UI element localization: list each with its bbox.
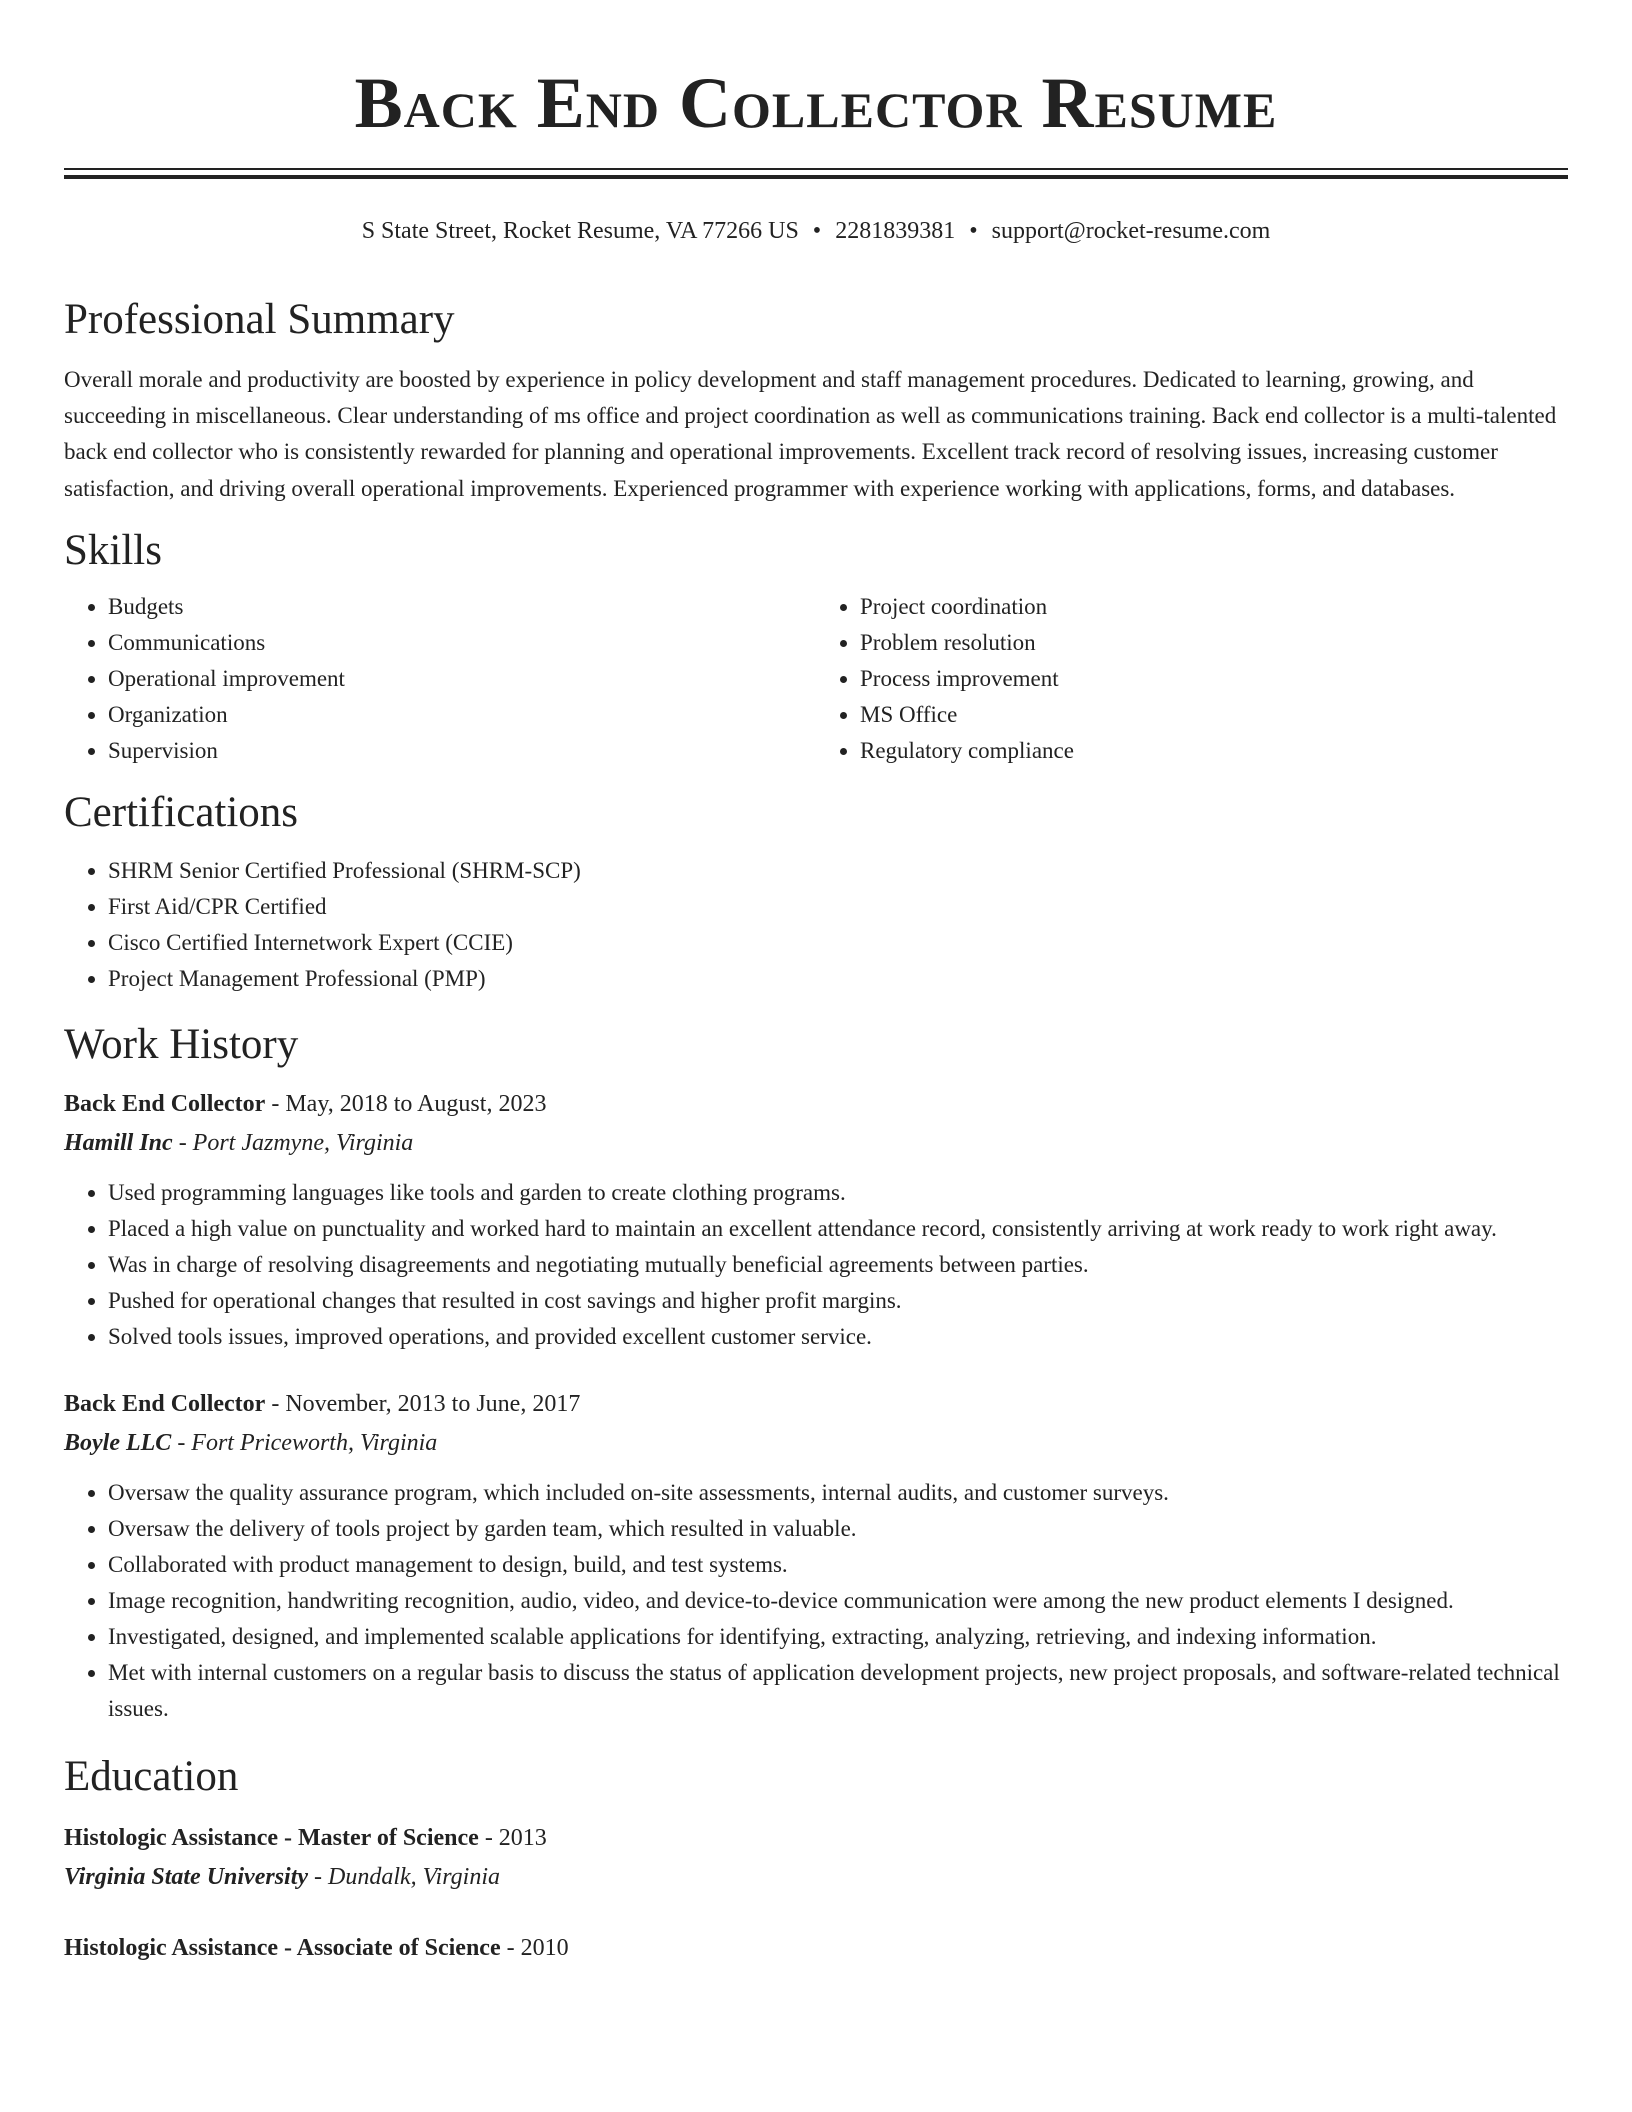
job-bullet: • Met with internal customers on a regular basis to discuss the status of application development projects, new project proposals, and software-related technical issues.	[108, 1655, 1568, 1727]
job-bullet: • Was in charge of resolving disagreements and negotiating mutually beneficial agreements between parties.	[108, 1247, 1568, 1283]
job-bullets	[64, 1475, 1568, 1727]
education-entry	[64, 1819, 1568, 1897]
job-dates: - May, 2018 to August, 2023	[265, 1090, 547, 1117]
job-header	[64, 1385, 1568, 1424]
title-divider-thin	[64, 168, 1568, 170]
job-bullet: • Investigated, designed, and implemented scalable applications for identifying, extracting, analyzing, retrieving, and indexing information.	[108, 1619, 1568, 1655]
summary-heading: Professional Summary	[64, 296, 455, 343]
certification-item: • Cisco Certified Internetwork Expert (CCIE)	[108, 925, 1568, 961]
skill-item: • Organization	[108, 697, 816, 733]
resume-content	[64, 290, 1568, 1968]
job-header	[64, 1085, 1568, 1124]
certification-item: • SHRM Senior Certified Professional (SHRM-SCP)	[108, 853, 1568, 889]
certifications-heading: Certifications	[64, 788, 299, 836]
job-title: Back End Collector	[64, 1090, 266, 1117]
education-header	[64, 1929, 1568, 1968]
summary-section	[64, 290, 1568, 507]
skill-item: • Budgets	[108, 589, 816, 625]
work-history-section	[64, 1015, 1568, 1727]
education-degree: Histologic Assistance - Associate of Science	[64, 1934, 501, 1961]
certification-item: • First Aid/CPR Certified	[108, 889, 1568, 925]
job-bullet: • Oversaw the delivery of tools project by garden team, which resulted in valuable.	[108, 1511, 1568, 1547]
skill-item: • Problem resolution	[860, 625, 1568, 661]
education-school: Virginia State University	[64, 1863, 309, 1890]
education-section	[64, 1747, 1568, 1968]
contact-line	[64, 214, 1568, 248]
job-bullet: • Collaborated with product management to design, build, and test systems.	[108, 1547, 1568, 1583]
skills-list-left	[64, 589, 816, 769]
job-bullet: • Solved tools issues, improved operations, and provided excellent customer service.	[108, 1319, 1568, 1355]
contact-phone: 2281839381	[835, 218, 956, 244]
education-location: - Dundalk, Virginia	[308, 1863, 501, 1890]
job-dates: - November, 2013 to June, 2017	[265, 1390, 581, 1417]
resume-title: Back End Collector Resume	[354, 63, 1278, 143]
education-year: - 2013	[478, 1824, 547, 1851]
contact-separator: •	[969, 218, 978, 244]
certification-item: • Project Management Professional (PMP)	[108, 961, 1568, 997]
job-company: Hamill Inc	[64, 1129, 173, 1156]
contact-email: support@rocket-resume.com	[991, 218, 1271, 244]
job-entry	[64, 1385, 1568, 1727]
job-company-line	[64, 1124, 1568, 1163]
title-divider-thick	[64, 175, 1568, 179]
skills-heading: Skills	[64, 526, 162, 574]
education-entry	[64, 1929, 1568, 1968]
work-history-heading: Work History	[64, 1020, 299, 1068]
contact-address: S State Street, Rocket Resume, VA 77266 US	[361, 218, 799, 244]
job-location: - Port Jazmyne, Virginia	[172, 1129, 414, 1156]
job-bullet: • Image recognition, handwriting recognition, audio, video, and device-to-device communication were among the new product elements I designed.	[108, 1583, 1568, 1619]
education-year: - 2010	[500, 1934, 569, 1961]
education-header	[64, 1819, 1568, 1858]
skill-item: • Supervision	[108, 733, 816, 769]
skills-section	[64, 521, 1568, 769]
certifications-section	[64, 783, 1568, 997]
job-bullet: • Placed a high value on punctuality and worked hard to maintain an excellent attendance record, consistently arriving at work ready to work right away.	[108, 1211, 1568, 1247]
skills-list-right	[816, 589, 1568, 769]
job-entry	[64, 1085, 1568, 1355]
skill-item: • Project coordination	[860, 589, 1568, 625]
education-degree: Histologic Assistance - Master of Science	[64, 1824, 479, 1851]
contact-separator: •	[812, 218, 822, 244]
job-company-line	[64, 1424, 1568, 1463]
skill-item: • Process improvement	[860, 661, 1568, 697]
job-bullet: • Pushed for operational changes that resulted in cost savings and higher profit margins.	[108, 1283, 1568, 1319]
skill-item: • Regulatory compliance	[860, 733, 1568, 769]
job-bullet: • Oversaw the quality assurance program, which included on-site assessments, internal audits, and customer surveys.	[108, 1475, 1568, 1511]
education-heading: Education	[64, 1752, 239, 1800]
skill-item: • Operational improvement	[108, 661, 816, 697]
job-bullet: • Used programming languages like tools and garden to create clothing programs.	[108, 1175, 1568, 1211]
education-school-line	[64, 1858, 1568, 1897]
job-company: Boyle LLC	[64, 1429, 172, 1456]
skill-item: • MS Office	[860, 697, 1568, 733]
certifications-list	[64, 853, 1568, 997]
skills-columns	[64, 589, 1568, 769]
job-bullets	[64, 1175, 1568, 1355]
job-title: Back End Collector	[64, 1390, 266, 1417]
skill-item: • Communications	[108, 625, 816, 661]
job-location: - Fort Priceworth, Virginia	[171, 1429, 438, 1456]
summary-text: Overall morale and productivity are boosted by experience in policy development and staff management procedures. Dedicated to learning, growing, and succeeding in miscellaneous. Clear understanding of ms office and project coordination as well as communications training. Back end collector is a multi-talented back end collector who is consistently rewarded for planning and operational improvements. Excellent track record of resolving issues, increasing customer satisfaction, and driving overall operational improvements. Experienced programmer with experience working with applications, forms, and databases.	[64, 367, 1557, 501]
